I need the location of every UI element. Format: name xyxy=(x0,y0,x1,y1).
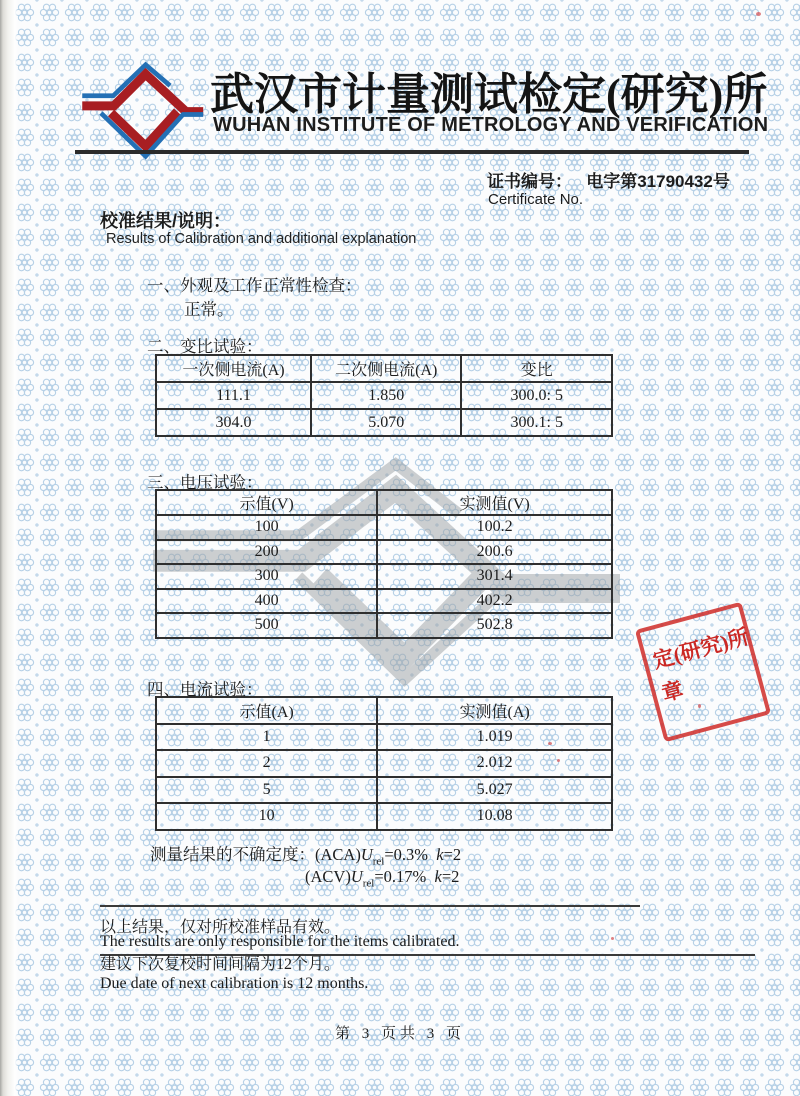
uncertainty-value: =0.3% xyxy=(384,845,429,864)
table-cell: 5.070 xyxy=(311,409,461,436)
results-heading-zh: 校准结果/说明： xyxy=(100,211,232,231)
stamp-text-line1: 定(研究)所 xyxy=(650,624,752,674)
uncertainty-line-acv xyxy=(305,867,459,889)
certificate-number-value: 电字第31790432号 xyxy=(586,172,730,191)
table-cell: 200.6 xyxy=(377,540,612,565)
table-cell: 300.0: 5 xyxy=(461,382,612,409)
institute-title-chinese: 武汉市计量测试检定(研究)所 xyxy=(210,70,768,119)
table-cell: 111.1 xyxy=(156,382,311,409)
u-symbol: U xyxy=(360,845,373,864)
validity-note-zh: 以上结果，仅对所校准样品有效。 xyxy=(100,919,341,936)
table-row xyxy=(156,515,612,540)
table-cell: 400 xyxy=(156,589,377,614)
k-symbol: k xyxy=(434,867,442,886)
recalibration-note-en: Due date of next calibration is 12 months. xyxy=(100,975,369,992)
k-value: =2 xyxy=(443,845,462,864)
table-header-cell: 示值(V) xyxy=(156,490,377,515)
results-heading-en: Results of Calibration and additional explanation xyxy=(106,231,417,247)
section-3-voltage-test-label: 三、电压试验： xyxy=(147,473,263,492)
table-row xyxy=(156,564,612,589)
scan-edge-shadow xyxy=(0,0,18,1096)
u-symbol: U xyxy=(350,867,363,886)
table-cell: 402.2 xyxy=(377,589,612,614)
table-cell: 10 xyxy=(156,803,377,830)
section-2-ratio-test-label: 二、变比试验： xyxy=(147,337,263,356)
validity-note-en: The results are only responsible for the items calibrated. xyxy=(100,933,755,956)
table-cell: 304.0 xyxy=(156,409,311,436)
table-row xyxy=(156,724,612,751)
table-header-cell: 实测值(A) xyxy=(377,697,612,724)
footer-divider-rule xyxy=(100,905,640,907)
current-test-table xyxy=(155,696,613,831)
table-header-row xyxy=(156,697,612,724)
certificate-number-label-en: Certificate No. xyxy=(488,191,584,208)
institute-diamond-logo-icon xyxy=(78,54,206,162)
ratio-test-table xyxy=(155,354,613,437)
table-header-cell: 一次侧电流(A) xyxy=(156,355,311,382)
table-cell: 1.019 xyxy=(377,724,612,751)
section-1-appearance-check-label: 一、外观及工作正常性检查： xyxy=(147,276,362,295)
table-cell: 10.08 xyxy=(377,803,612,830)
table-header-cell: 实测值(V) xyxy=(377,490,612,515)
table-cell: 1.850 xyxy=(311,382,461,409)
u-subscript: rel xyxy=(372,855,385,868)
table-cell: 300 xyxy=(156,564,377,589)
table-cell: 5 xyxy=(156,777,377,804)
table-row xyxy=(156,750,612,777)
table-header-row xyxy=(156,490,612,515)
ink-speckle xyxy=(548,742,552,745)
k-value: =2 xyxy=(441,867,460,886)
table-row xyxy=(156,409,612,436)
uncertainty-value: =0.17% xyxy=(374,867,427,886)
table-cell: 5.027 xyxy=(377,777,612,804)
table-header-row xyxy=(156,355,612,382)
table-header-cell: 变比 xyxy=(461,355,612,382)
table-header-cell: 二次侧电流(A) xyxy=(311,355,461,382)
ink-speckle xyxy=(557,759,560,762)
table-row xyxy=(156,540,612,565)
k-symbol: k xyxy=(436,845,444,864)
uncertainty-method: (ACV) xyxy=(305,867,351,886)
table-cell: 100 xyxy=(156,515,377,540)
institute-title-english: WUHAN INSTITUTE OF METROLOGY AND VERIFICATION xyxy=(213,114,769,136)
recalibration-note-zh: 建议下次复校时间间隔为12个月。 xyxy=(100,956,341,973)
header-divider-rule xyxy=(75,150,749,154)
voltage-test-table xyxy=(155,489,613,639)
table-row xyxy=(156,777,612,804)
table-cell: 2.012 xyxy=(377,750,612,777)
uncertainty-method: (ACA) xyxy=(315,845,361,864)
table-cell: 2 xyxy=(156,750,377,777)
table-cell: 200 xyxy=(156,540,377,565)
ink-speckle xyxy=(698,704,701,708)
table-cell: 1 xyxy=(156,724,377,751)
table-row xyxy=(156,589,612,614)
table-cell: 301.4 xyxy=(377,564,612,589)
table-cell: 502.8 xyxy=(377,613,612,638)
page-number: 第 3 页共 3 页 xyxy=(334,1026,465,1042)
table-header-cell: 示值(A) xyxy=(156,697,377,724)
uncertainty-label: 测量结果的不确定度： xyxy=(150,845,315,864)
section-1-result-text: 正常。 xyxy=(184,300,234,319)
table-row xyxy=(156,382,612,409)
certificate-number-line xyxy=(487,167,730,192)
table-row xyxy=(156,613,612,638)
table-cell: 100.2 xyxy=(377,515,612,540)
section-4-current-test-label: 四、电流试验： xyxy=(147,680,263,699)
ink-speckle xyxy=(756,12,761,16)
table-row xyxy=(156,803,612,830)
ink-speckle xyxy=(611,937,614,940)
certificate-number-label: 证书编号： xyxy=(487,172,572,191)
table-cell: 300.1: 5 xyxy=(461,409,612,436)
stamp-text-line2: 章 xyxy=(659,677,686,706)
table-cell: 500 xyxy=(156,613,377,638)
u-subscript: rel xyxy=(362,877,375,890)
uncertainty-line-aca xyxy=(150,841,461,867)
